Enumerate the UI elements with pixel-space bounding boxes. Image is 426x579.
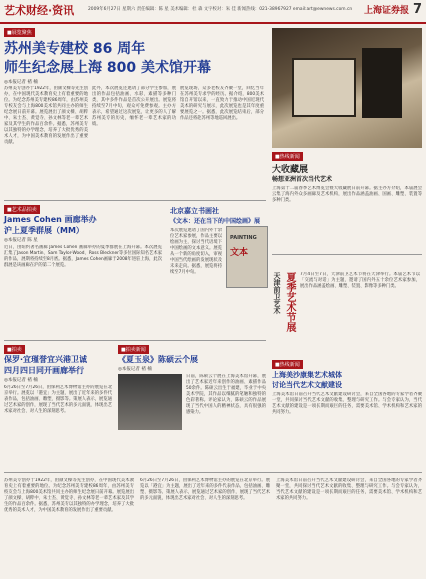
summer-text: 7月4日至7日，天津前卫艺术节将在天津举行。本届艺术节以「交流与对话」为主题，邀请了国内外五十余位艺术家参加，展出作品涵盖绘画、雕塑、装置、影像等多种门类。 bbox=[300, 272, 420, 289]
cohen-byline: ◎本报记者 陈 星 bbox=[4, 238, 38, 243]
main-headline-2: 师生纪念展上海 800 美术馆开幕 bbox=[4, 60, 211, 76]
shanghai-headline-2: 讨论当代艺术文献建设 bbox=[272, 381, 342, 389]
divider bbox=[272, 254, 422, 255]
sidebar-subheadline: 畅想亚洲首次当代艺术 bbox=[272, 176, 333, 183]
xia-text: 日前，陈硕云个展在上海美术馆开幕，展出了艺术家近年来创作的油画、素描作品50余件。陈硕云出生于福建，毕业于中央美术学院，其作品以细腻的笔触和独特的色彩著称。评论家认为，陈硕云的作品展现了当代中国人的精神状态，具有很强的感染力。 bbox=[186, 374, 266, 415]
page-header bbox=[0, 0, 426, 24]
section-title: 艺术财经·资讯 bbox=[4, 4, 75, 17]
main-column-2: 此外，本次展览还邀请了部分学生参加，展出的作品包括油画、水彩、素描等多种门类，其中多件作品是首次公开展出。展览将持续至7月中旬，观众可免费参观。主办方表示，希望通过这次展览，让更多的人了解苏州美专的历史，缅怀老一辈艺术家的功绩。 bbox=[92, 86, 176, 127]
poly-headline: 保罗·宜瑾誉宜兴港卫诚 bbox=[4, 355, 88, 364]
main-column-3: 展览现场，众多老校友齐聚一堂，回忆当年在苏州美专求学的经历。据介绍，800美术馆自开馆以来，一直致力于推动中国近现代美术的研究与展示，此次展览也是其年度重要展览之一。据悉，此次展览结束后，部分作品还将赴苏州等地巡回展出。 bbox=[180, 86, 264, 121]
continued-text-1: 苏州美专创办于1922年，由颜文樑等先生创办，在中国现代美术教育史上有着重要的地位。为纪念苏州美专建校86周年，由苏州美专校友会与上海800美术馆共同主办的师生纪念展日前开幕。展览展出了颜文樑、胡粹中、朱士杰、黄觉寺、孙文林等老一辈艺术家及其学生的作品百余件。据悉，苏州美专以其独特的办学理念，培养了大批优秀的美术人才，为中国美术教育的发展作出了重要贡献。 bbox=[4, 478, 134, 513]
poster-title: PAINTING bbox=[230, 235, 257, 241]
poly-byline: ◎本报记者 褚 楠 bbox=[4, 378, 38, 383]
shanghai-headline: 上海美沙康集艺术城体 bbox=[272, 371, 342, 379]
shanghai-tag: ■热线新闻 bbox=[272, 360, 303, 369]
exhibition-photo bbox=[272, 28, 422, 148]
continued-text-3: 上海美术馆日前召开当代艺术文献建设研讨会，来自全国各地的专家学者齐聚一堂，共同探讨当代艺术文献的收集、整理与研究工作。与会专家认为，当代艺术文献的建设是一项长期而艰巨的任务，需要美术馆、学术机构和艺术家的共同努力。 bbox=[276, 478, 422, 501]
xia-headline: 《夏玉泉》陈硕云个展 bbox=[118, 355, 198, 364]
divider bbox=[4, 200, 266, 201]
beijing-text: 本次展览邀请了国内外十余位艺术家参展，作品主要以绘画为主，探讨当代语境下中国绘画的文本意义。展览从一个新的角度切入，审视中国当代绘画的发展现状及未来走向。据悉，展览将持续至7月中旬。 bbox=[170, 228, 222, 275]
poly-text: 6月26日至7月26日，由保利艺术博物馆主办的展览在北京举行。展览以「港宜」为主题，展出了近年来的多件代表作品，包括油画、雕塑、摄影等。策展人表示，展览通过艺术家的创作，展现了当代艺术的多元面貌，体现出艺术家对社会、对人生的深刻思考。 bbox=[4, 385, 112, 414]
newspaper-name: 上海证券报 7 bbox=[363, 2, 422, 17]
divider bbox=[4, 472, 422, 473]
sidebar-text: 上海第十二届春季艺术博览会暨大收藏展日前开幕。据主办方介绍，本届展会云集了海内外众多画廊及艺术机构，展出作品涵盖油画、国画、雕塑、装置等多种门类。 bbox=[272, 186, 422, 203]
cohen-text: 近日，由纽约著名画廊 James Cohen 画廊举办的夏季群展在上海开幕。本次展览汇集了Jason Martin、Sam Taylor-Wood、Ross Bleckner等多位国际知名艺术家的作品，展期将持续至8月底。据悉，James Cohen画廊于2008年进驻上海，此次群展是该画廊在沪的第二个展览。 bbox=[4, 245, 162, 268]
main-tag: ■展览聚焦 bbox=[4, 28, 35, 37]
xia-byline: ◎本报记者 褚 楠 bbox=[118, 367, 152, 372]
summer-headline-2: 天津前卫艺术 bbox=[273, 272, 281, 314]
cohen-headline-2: 沪上夏季群展（MM） bbox=[4, 226, 84, 235]
sidebar-tag: ■热线新闻 bbox=[272, 152, 303, 161]
beijing-poster bbox=[226, 226, 268, 288]
beijing-headline: 北京嘉立书画社 bbox=[170, 207, 219, 215]
beijing-headline-2: 《文本：还在当下的中国绘画》展 bbox=[170, 218, 261, 225]
xia-tag: ■拍卖新闻 bbox=[118, 345, 149, 354]
poly-headline-2: 四月四日同开画廊举行 bbox=[4, 366, 84, 375]
main-byline: ◎本报记者 褚 楠 bbox=[4, 80, 38, 85]
edition-info: 2009年6月27日 星期六 责任编辑：陈 星 美术编辑：杜 森 文字校对：朱 佳 新闻热线：021-38967927 email:art@ewnews.com.cn bbox=[88, 7, 353, 12]
shanghai-text: 上海美术馆日前召开当代艺术文献建设研讨会，来自全国各地的专家学者齐聚一堂，共同探讨当代艺术文献的收集、整理与研究工作。与会专家认为，当代艺术文献的建设是一项长期而艰巨的任务，需要美术馆、学术机构和艺术家的共同努力。 bbox=[272, 392, 422, 415]
main-column-1: 苏州美专创办于1922年，由颜文樑等先生创办，在中国现代美术教育史上有着重要的地位。为纪念苏州美专建校86周年，由苏州美专校友会与上海800美术馆共同主办的师生纪念展日前开幕。展览展出了颜文樑、胡粹中、朱士杰、黄觉寺、孙文林等老一辈艺术家及其学生的作品百余件。据悉，苏州美专以其独特的办学理念，培养了大批优秀的美术人才，为中国美术教育的发展作出了重要贡献。 bbox=[4, 86, 88, 145]
poly-tag: ■拍卖 bbox=[4, 345, 25, 354]
page-number: 7 bbox=[412, 2, 422, 17]
cohen-tag: ■艺术品拍卖 bbox=[4, 205, 40, 214]
divider bbox=[4, 340, 266, 341]
summer-headline: 夏季艺术节展 bbox=[284, 272, 295, 332]
continued-text-2: 6月26日至7月26日，由保利艺术博物馆主办的展览在北京举行。展览以「港宜」为主题，展出了近年来的多件代表作品，包括油画、雕塑、摄影等。策展人表示，展览通过艺术家的创作，展现了当代艺术的多元面貌，体现出艺术家对社会、对人生的深刻思考。 bbox=[140, 478, 270, 501]
cohen-headline: James Cohen 画廊举办 bbox=[4, 215, 97, 224]
sidebar-headline: 大收藏展 bbox=[272, 165, 309, 175]
poster-subtitle: 文本 bbox=[230, 248, 249, 258]
main-headline: 苏州美专建校 86 周年 bbox=[4, 41, 146, 57]
artwork-photo bbox=[118, 374, 182, 430]
